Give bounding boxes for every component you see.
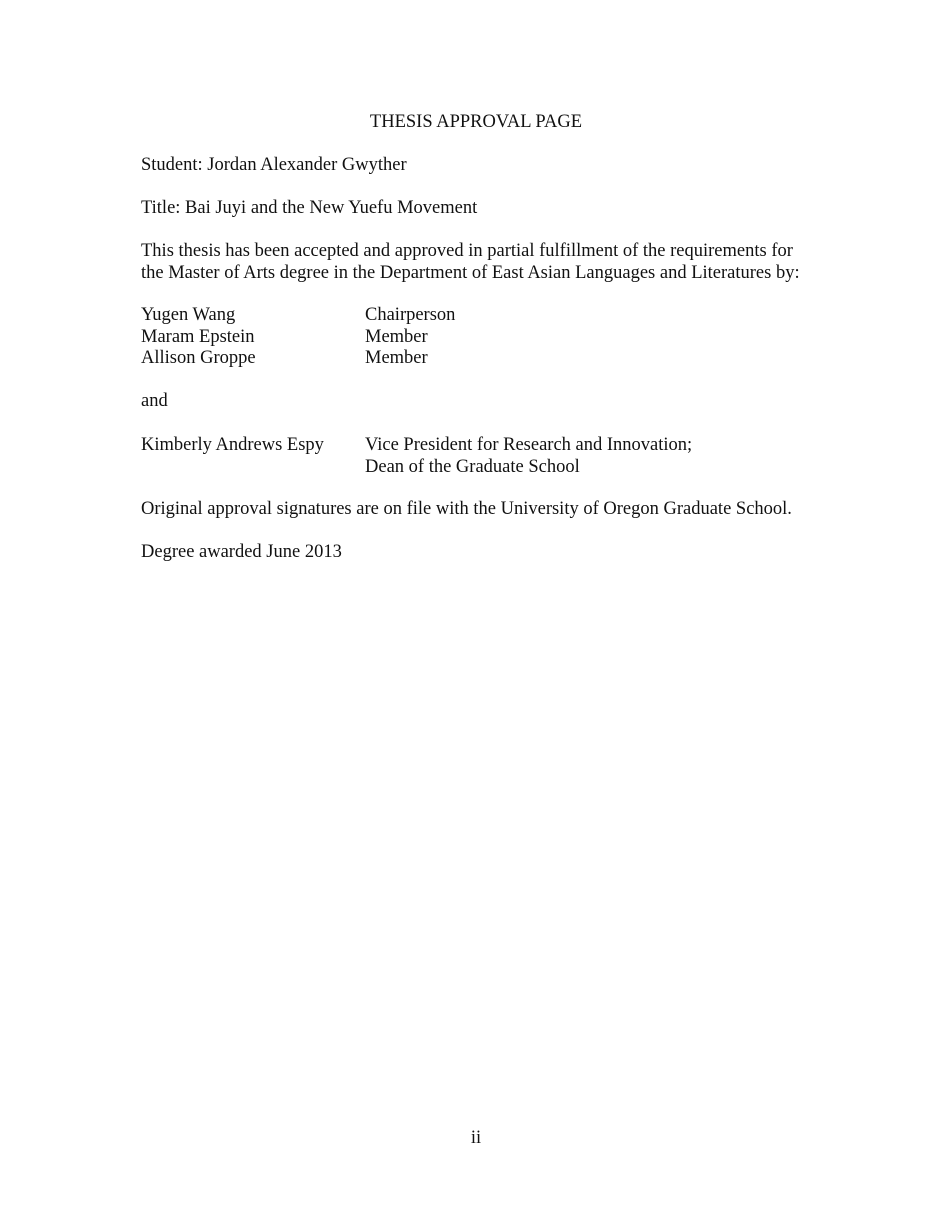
student-line: Student: Jordan Alexander Gwyther — [141, 155, 407, 175]
committee-member-name: Allison Groppe — [141, 348, 256, 368]
acceptance-line-2: the Master of Arts degree in the Department of East Asian Languages and Literatures by: — [141, 262, 800, 283]
dean-role-line-2: Dean of the Graduate School — [365, 456, 580, 477]
dean-role-line-1: Vice President for Research and Innovation; — [365, 435, 693, 455]
committee-member-name: Yugen Wang — [141, 305, 236, 325]
committee-member-name: Maram Epstein — [141, 326, 255, 347]
conjunction-text: and — [141, 391, 168, 411]
committee-member-role: Member — [365, 326, 428, 347]
signatures-note: Original approval signatures are on file with the University of Oregon Graduate School. — [141, 499, 792, 519]
title-line: Title: Bai Juyi and the New Yuefu Movement — [141, 198, 478, 218]
acceptance-line-1: This thesis has been accepted and approved in partial fulfillment of the requirements for — [141, 241, 793, 261]
dean-name: Kimberly Andrews Espy — [141, 435, 324, 455]
committee-member-role: Member — [365, 348, 428, 368]
degree-awarded: Degree awarded June 2013 — [141, 542, 342, 562]
page-number: ii — [470, 1128, 482, 1148]
committee-member-role: Chairperson — [365, 305, 456, 325]
page-heading: THESIS APPROVAL PAGE — [369, 112, 583, 132]
